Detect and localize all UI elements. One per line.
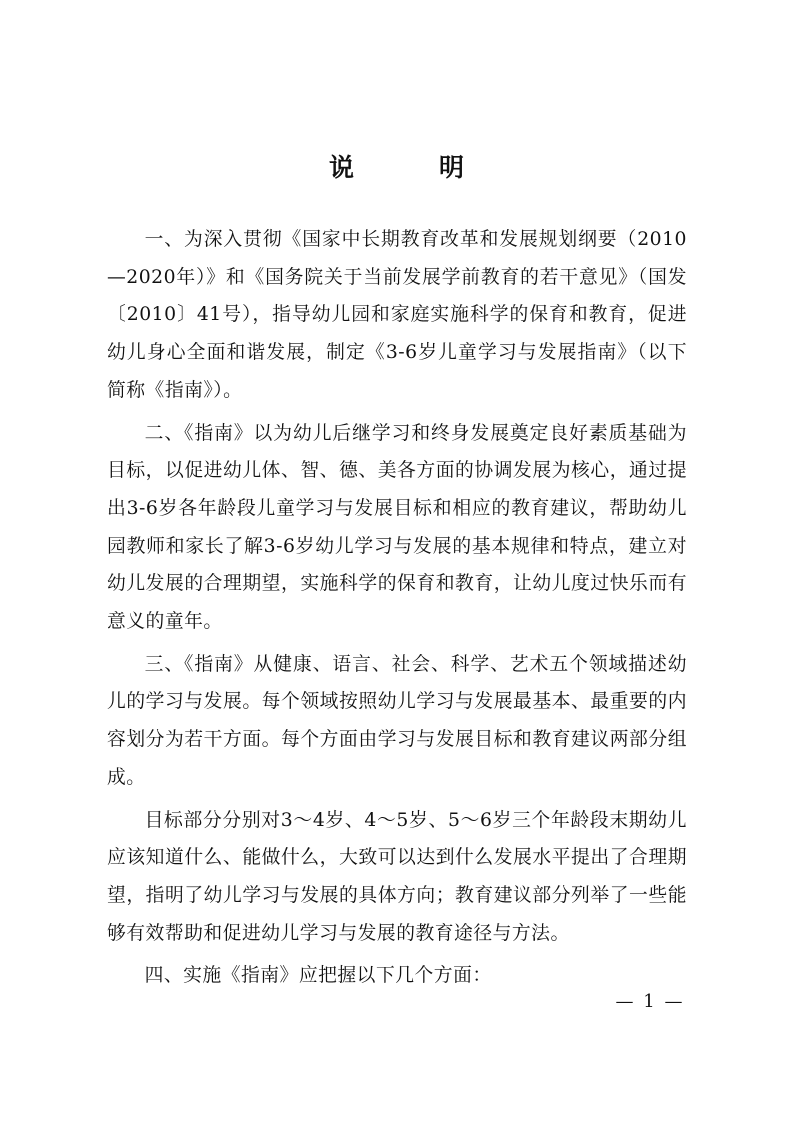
paragraph-5: 四、实施《指南》应把握以下几个方面： (144, 965, 492, 987)
paragraph-4: 目标部分分别对3～4岁、4～5岁、5～6岁三个年龄段末期幼儿应该知道什么、能做什么，大致可以达到什么发展水平提出了合理期望，指明了幼儿学习与发展的具体方向；教育建议部分列举了一些能够有效帮助和促进幼儿学习与发展的教育途径与方法。 (107, 809, 687, 944)
paragraph-3: 三、《指南》从健康、语言、社会、科学、艺术五个领域描述幼儿的学习与发展。每个领域按照幼儿学习与发展最基本、最重要的内容划分为若干方面。每个方面由学习与发展目标和教育建议两部分组成。 (107, 653, 687, 788)
document-body (107, 221, 687, 1000)
page-title: 说 明 (328, 153, 494, 182)
paragraph-1: 一、为深入贯彻《国家中长期教育改革和发展规划纲要（2010—2020年）》和《国务院关于当前发展学前教育的若干意见》（国发〔2010〕41号），指导幼儿园和家庭实施科学的保育和教育，促进幼儿身心全面和谐发展，制定《3-6岁儿童学习与发展指南》（以下简称《指南》）。 (107, 229, 687, 401)
page-number: — 1 — (615, 991, 685, 1012)
paragraph-2: 二、《指南》以为幼儿后继学习和终身发展奠定良好素质基础为目标，以促进幼儿体、智、德、美各方面的协调发展为核心，通过提出3-6岁各年龄段儿童学习与发展目标和相应的教育建议，帮助幼儿园教师和家长了解3-6岁幼儿学习与发展的基本规律和特点，建立对幼儿发展的合理期望，实施科学的保育和教育，让幼儿度过快乐而有意义的童年。 (107, 422, 687, 633)
